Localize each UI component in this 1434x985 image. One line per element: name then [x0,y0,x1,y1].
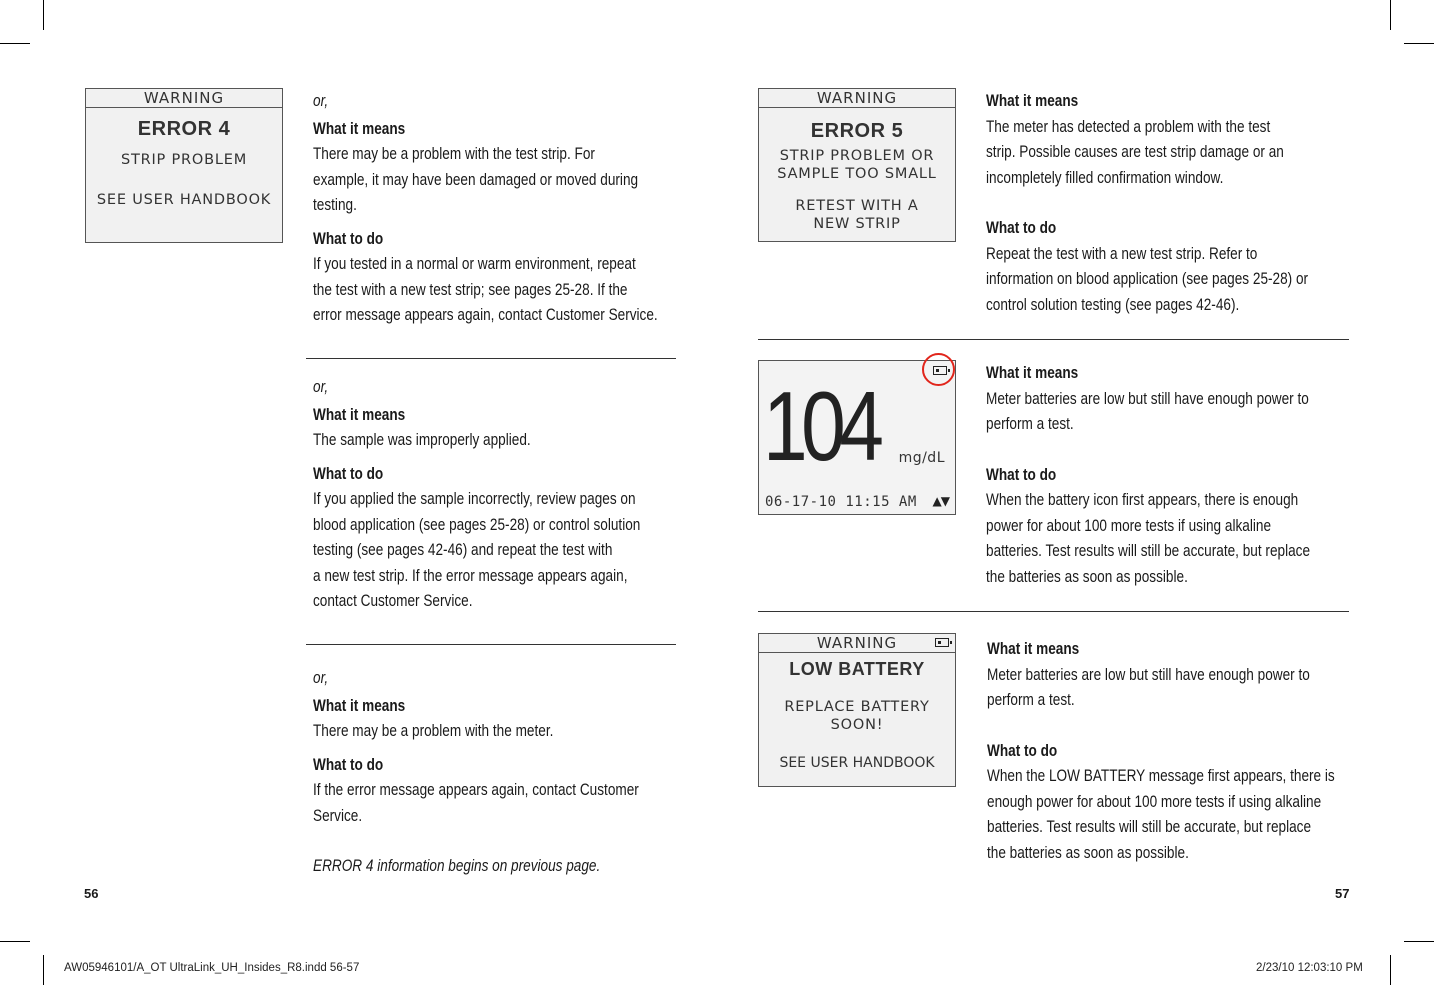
low-battery-screen [758,633,956,787]
body-line: testing. [313,195,357,214]
page-number-right: 57 [1335,886,1350,901]
body-line: information on blood application (see pages 25-28) or [986,269,1309,288]
body-line: control solution testing (see pages 42-46). [986,294,1240,314]
error4-screen [85,88,283,243]
body-line: If you tested in a normal or warm environment, repeat [313,254,636,273]
screen-line: REPLACE BATTERY [784,699,930,715]
body-line: testing (see pages 42-46) and repeat the test with [313,540,613,559]
screen-line: SEE USER HANDBOOK [779,755,935,771]
screen-line: STRIP PROBLEM [120,152,248,168]
divider [758,339,1349,340]
body-line: blood application (see pages 25-28) or control solution [313,514,641,534]
means-heading: What it means [986,363,1079,382]
body-line: a new test strip. If the error message appears again, [313,565,628,585]
todo-heading: What to do [313,228,384,248]
body-line: power for about 100 more tests if using alkaline [986,515,1272,535]
screen-header: WARNING [759,89,955,108]
crop-mark [1390,0,1391,30]
crop-mark [1390,955,1391,985]
body-line: the batteries as soon as possible. [987,842,1189,862]
body-line: the batteries as soon as possible. [986,566,1188,586]
means-heading: What it means [313,404,406,424]
screen-line: STRIP PROBLEM OR [779,148,935,164]
left-block-1 [313,88,673,328]
screen-header: WARNING [86,89,282,108]
body-line: Repeat the test with a new test strip. Refer to [986,243,1258,263]
body-line: batteries. Test results will still be accurate, but replace [986,541,1311,560]
body-line: If you applied the sample incorrectly, review pages on [313,489,636,508]
screen-title: LOW BATTERY [789,659,925,679]
crop-mark [0,43,30,44]
body-line: The sample was improperly applied. [313,430,531,449]
screen-title: ERROR 4 [137,118,231,140]
body-line: Service. [313,805,363,825]
body-line: When the battery icon first appears, there is enough [986,490,1299,509]
means-heading: What it means [313,695,406,715]
screen-line: SOON! [830,717,884,733]
note: ERROR 4 information begins on previous page. [313,856,601,875]
body-line: If the error message appears again, contact Customer [313,780,639,799]
result-value: 104 [763,371,878,481]
footer-timestamp: 2/23/10 12:03:10 PM [1256,962,1363,974]
screen-line: RETEST WITH A [795,198,919,214]
todo-heading: What to do [986,464,1057,484]
divider [306,644,676,645]
body-line: There may be a problem with the test strip. For [313,144,595,163]
crop-mark [43,955,44,985]
screen-line: NEW STRIP [813,216,901,232]
todo-heading: What to do [986,218,1057,237]
body-line: error message appears again, contact Customer Service. [313,305,658,324]
left-block-2 [313,374,673,614]
crop-mark [1404,941,1434,942]
body-line: strip. Possible causes are test strip damage or an [986,142,1284,161]
todo-heading: What to do [987,740,1058,760]
result-screen [758,360,956,515]
todo-heading: What to do [313,754,384,774]
result-datetime: 06-17-10 11:15 AM [765,494,917,510]
page-number-left: 56 [84,886,99,901]
todo-heading: What to do [313,463,384,483]
screen-header-text: WARNING [816,634,898,652]
body-line: There may be a problem with the meter. [313,721,554,740]
crop-mark [1404,43,1434,44]
body-line: contact Customer Service. [313,591,473,610]
scroll-arrows-icon: ▲▼ [932,494,949,508]
highlight-circle [922,353,955,386]
body-line: batteries. Test results will still be accurate, but replace [987,817,1312,836]
means-heading: What it means [986,91,1079,110]
right-block-2 [986,360,1346,589]
body-line: When the LOW BATTERY message first appears, there is [987,766,1335,785]
screen-line: SEE USER HANDBOOK [96,192,272,208]
or-label: or, [313,668,329,687]
or-label: or, [313,377,329,396]
means-heading: What it means [987,639,1080,658]
body-line: perform a test. [987,690,1075,709]
body-line: incompletely filled confirmation window. [986,167,1224,187]
screen-title: ERROR 5 [810,120,904,142]
divider [758,611,1349,612]
body-line: example, it may have been damaged or moved during [313,169,639,189]
right-block-1 [986,88,1346,317]
footer-filename: AW05946101/A_OT UltraLink_UH_Insides_R8.indd 56-57 [64,962,360,974]
body-line: Meter batteries are low but still have enough power to [986,388,1309,408]
crop-mark [0,941,30,942]
means-heading: What it means [313,118,406,138]
screen-line: SAMPLE TOO SMALL [777,166,937,182]
battery-low-icon [935,638,949,647]
body-line: Meter batteries are low but still have enough power to [987,664,1310,684]
body-line: perform a test. [986,414,1074,433]
body-line: enough power for about 100 more tests if using alkaline [987,791,1322,811]
body-line: The meter has detected a problem with the test [986,116,1271,136]
or-label: or, [313,91,329,110]
result-unit: mg/dL [898,450,945,466]
crop-mark [43,0,44,30]
error5-screen [758,88,956,242]
body-line: the test with a new test strip; see pages 25-28. If the [313,279,628,299]
left-block-3 [313,665,673,879]
divider [306,358,676,359]
screen-header [759,634,955,653]
right-block-3 [987,636,1347,865]
